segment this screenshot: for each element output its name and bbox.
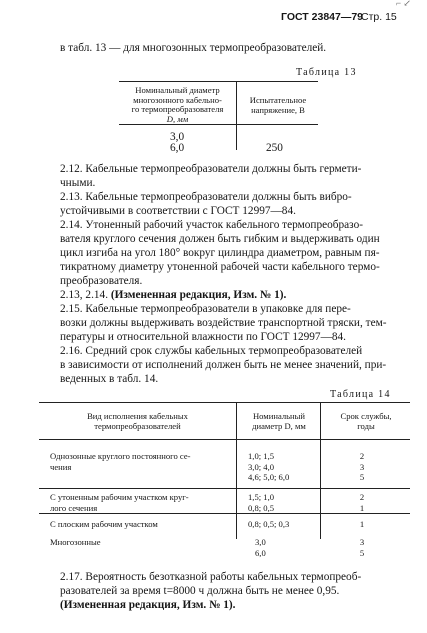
table14-row-diameters: 1,0; 1,5 3,0; 4,0 4,6; 5,0; 6,0: [248, 451, 290, 482]
amendment-numbers: 2.13, 2.14.: [60, 289, 109, 301]
corner-mark: ⌐ ↙: [396, 0, 411, 8]
standard-number: ГОСТ 23847—79: [281, 11, 364, 23]
paragraph-2-16: 2.16. Средний срок службы кабельных термопреобразователей: [60, 345, 363, 357]
table14-top-border: [39, 402, 410, 403]
table14-row-kind: С плоским рабочим участком: [50, 519, 158, 529]
table13-cell-diameter: 6,0: [170, 142, 185, 154]
paragraph-2-14-line2: вателя круглого сечения должен быть гибким и выдерживать один: [60, 233, 380, 245]
table14-row-kind: С утоненным рабочим участком круг- лого сечения: [50, 492, 189, 513]
table13-column-divider: [236, 81, 237, 150]
paragraph-2-16-line2: в зависимости от исполнений должен быть не менее значений, при-: [60, 359, 387, 371]
table13-cell-voltage: 250: [266, 142, 283, 154]
table14-row-diameters: 0,8; 0,5; 0,3: [248, 519, 290, 529]
table14-header-border: [39, 439, 410, 440]
intro-line: в табл. 13 — для многозонных термопреобразователей.: [60, 42, 327, 54]
table14-row-diameters: 3,0 6,0: [255, 537, 266, 558]
paragraph-2-14-line3: цикл изгиба на угол 180° вокруг цилиндра диаметром, равным пя-: [60, 247, 380, 259]
table13-cell-diameter: 3,0: [170, 131, 185, 143]
paragraph-2-14-line5: преобразователя.: [60, 275, 143, 287]
amendment-note: (Измененная редакция, Изм. № 1).: [110, 289, 287, 301]
paragraph-2-12-cont: чными.: [60, 177, 96, 189]
paragraph-2-13-cont: устойчивыми в соответствии с ГОСТ 12997—84.: [60, 205, 296, 217]
amendment-2-13-2-14: [60, 289, 286, 302]
paragraph-2-17-line2: разователей за время t=8000 ч должна быть не менее 0,95.: [60, 585, 340, 597]
table14-row-years: 1: [359, 519, 365, 529]
amendment-2-17: (Измененная редакция, Изм. № 1).: [60, 599, 236, 611]
table14-row-border: [39, 513, 410, 514]
table14-row-years: 3 5: [359, 537, 365, 558]
table14-row-border: [39, 488, 410, 489]
paragraph-2-15: 2.15. Кабельные термопреобразователи в упаковке для пере-: [60, 303, 351, 315]
table14-column-divider: [236, 402, 237, 539]
table14-row-kind: Многозонные: [50, 537, 101, 547]
table14-header-diameter: Номинальный диаметр D, мм: [252, 411, 306, 431]
table14-header-kind: Вид исполнения кабельных термопреобразователей: [87, 411, 188, 431]
paragraph-2-12: 2.12. Кабельные термопреобразователи должны быть гермети-: [60, 163, 362, 175]
table14-row-kind: Однозонные круглого постоянного се- чения: [50, 451, 191, 472]
table14-caption: Таблица 14: [330, 389, 391, 400]
paragraph-2-16-line3: веденных в табл. 14.: [60, 373, 159, 385]
paragraph-2-14-line4: тикратному диаметру утоненной рабочей части кабельного термо-: [60, 261, 380, 273]
table14-column-divider: [320, 402, 321, 539]
paragraph-2-13: 2.13. Кабельные термопреобразователи должны быть вибро-: [60, 191, 352, 203]
table13-header-voltage: Испытательное напряжение, В: [249, 95, 307, 115]
table14-row-years: 2 1: [359, 492, 365, 513]
table13-header-diameter: Номинальный диаметр многозонного кабельно- го термопреобразователя D, мм: [131, 85, 224, 124]
paragraph-2-17: 2.17. Вероятность безотказной работы кабельных термопреоб-: [60, 571, 362, 583]
table14-row-years: 2 3 5: [359, 451, 365, 482]
table14-row-diameters: 1,5; 1,0 0,8; 0,5: [248, 492, 275, 513]
table13-caption: Таблица 13: [296, 67, 357, 78]
table13-top-border: [119, 81, 318, 82]
paragraph-2-14: 2.14. Утоненный рабочий участок кабельного термопреобразо-: [60, 219, 363, 231]
paragraph-2-15-line3: пературы и относительной влажности по ГОСТ 12997—84.: [60, 331, 346, 343]
page-number: Стр. 15: [361, 11, 397, 23]
table14-header-lifetime: Срок службы, годы: [340, 411, 392, 431]
paragraph-2-15-line2: возки должны выдерживать воздействие транспортной тряски, тем-: [60, 317, 387, 329]
